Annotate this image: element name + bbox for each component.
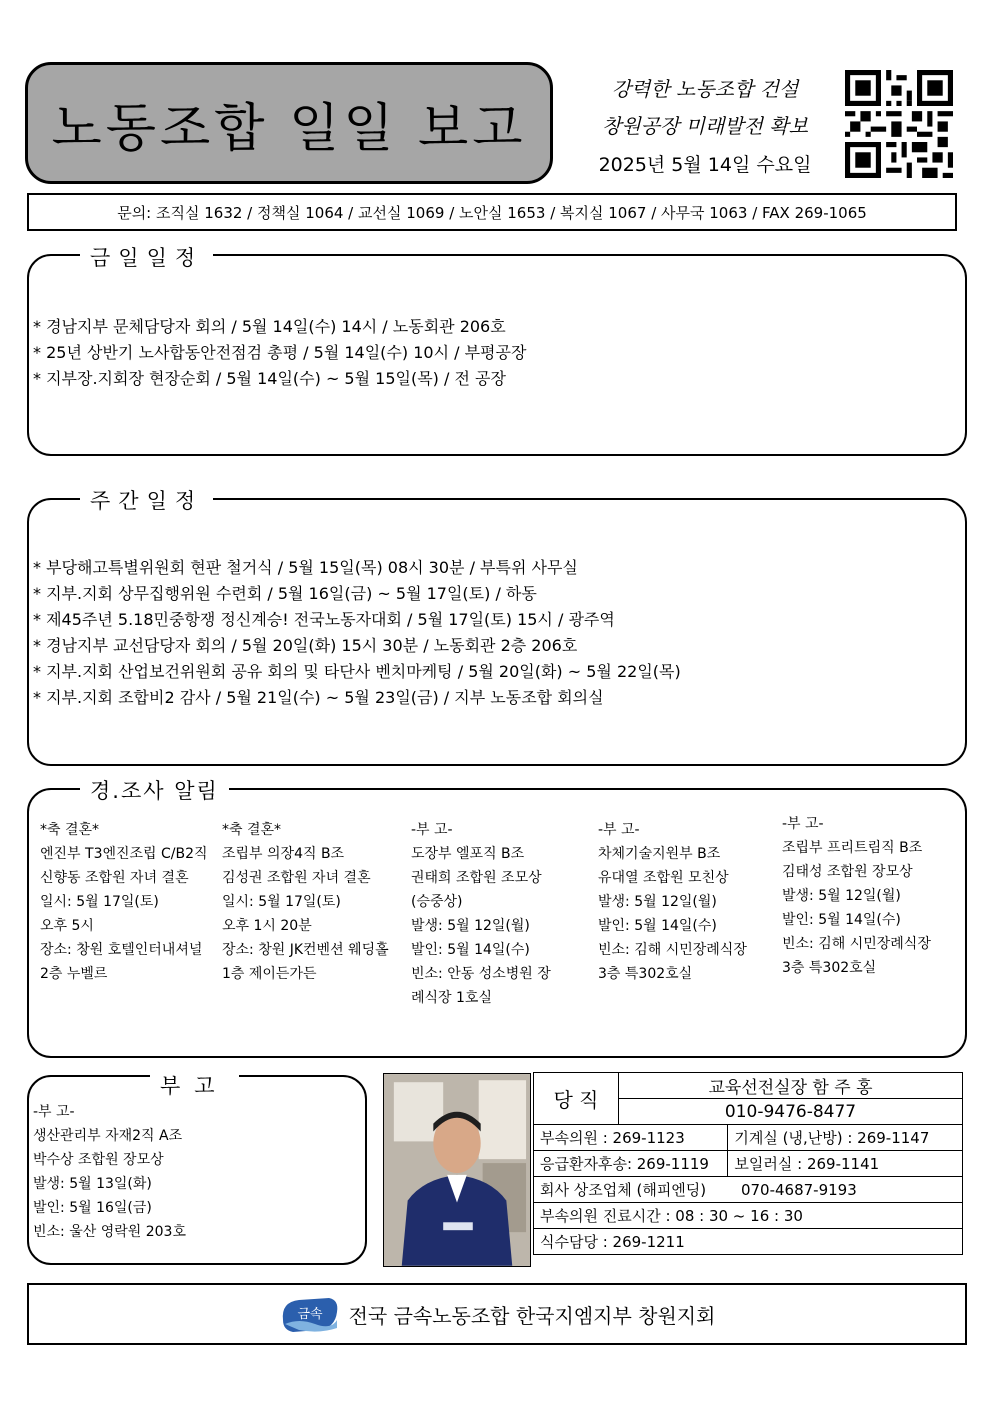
- list-item: * 지부장.지회장 현장순회 / 5월 14일(수) ~ 5월 15일(목) / 전 공장: [33, 369, 506, 388]
- machine-room-phone: 기계실 (냉,난방) : 269-1147: [728, 1125, 963, 1151]
- duty-label: 당 직: [534, 1073, 619, 1125]
- event-notice: [411, 818, 591, 1010]
- event-line: 신향동 조합원 자녀 결혼: [40, 870, 189, 886]
- slogan-line-2: 창원공장 미래발전 확보: [602, 114, 808, 138]
- event-notice: [40, 818, 215, 986]
- event-line: 례식장 1호실: [411, 990, 492, 1006]
- event-line: 발인: 5월 14일(수): [598, 918, 717, 934]
- list-item: -부 고-: [33, 1104, 75, 1120]
- duty-table: [533, 1072, 963, 1255]
- contact-bar: 문의: 조직실 1632 / 정책실 1064 / 교선실 1069 / 노안실 1653 / 복지실 1067 / 사무국 1063 / FAX 269-1065: [27, 193, 957, 231]
- event-line: 3층 특302호실: [598, 966, 693, 982]
- organization-name: 전국 금속노동조합 한국지엠지부 창원지회: [348, 1303, 716, 1328]
- list-item: * 지부.지회 조합비2 감사 / 5월 21일(수) ~ 5월 23일(금) / 지부 노동조합 회의실: [33, 688, 604, 707]
- weekly-schedule-title: 주간일정: [80, 485, 213, 515]
- event-line: 차체기술지원부 B조: [598, 846, 721, 862]
- list-item: 빈소: 울산 영락원 203호: [33, 1224, 186, 1240]
- event-line: 발인: 5월 14일(수): [411, 942, 530, 958]
- union-logo-icon: [279, 1294, 341, 1334]
- event-notice: [598, 818, 778, 986]
- event-line: 발생: 5월 12일(월): [782, 888, 901, 904]
- event-line: *축 결혼*: [40, 822, 100, 838]
- list-item: * 제45주년 5.18민중항쟁 정신계승! 전국노동자대회 / 5월 17일(토) 15시 / 광주역: [33, 610, 615, 629]
- event-line: *축 결혼*: [222, 822, 282, 838]
- event-notice: [782, 812, 962, 980]
- funeral-vendor: [534, 1177, 963, 1203]
- clinic-hours: 부속의원 진료시간 : 08 : 30 ~ 16 : 30: [534, 1203, 963, 1229]
- report-date: 2025년 5월 14일 수요일: [598, 154, 812, 176]
- list-item: 생산관리부 자재2직 A조: [33, 1128, 183, 1144]
- qr-code-icon[interactable]: [845, 70, 953, 178]
- cafeteria-phone: 식수담당 : 269-1211: [534, 1229, 963, 1255]
- clinic-phone: 부속의원 : 269-1123: [534, 1125, 728, 1151]
- event-line: 빈소: 김해 시민장례식장: [782, 936, 931, 952]
- event-line: 1층 제이든가든: [222, 966, 317, 982]
- event-line: 김태성 조합원 장모상: [782, 864, 913, 880]
- list-item: * 지부.지회 산업보건위원회 공유 회의 및 타단사 벤치마케팅 / 5월 20일(화) ~ 5월 22일(목): [33, 662, 681, 681]
- event-line: 발인: 5월 14일(수): [782, 912, 901, 928]
- event-line: 오후 1시 20분: [222, 918, 312, 934]
- list-item: 발인: 5월 16일(금): [33, 1200, 152, 1216]
- union-logo-text: 금속: [297, 1307, 323, 1322]
- weekly-schedule-list: [33, 555, 681, 711]
- boiler-room-phone: 보일러실 : 269-1141: [728, 1151, 963, 1177]
- event-line: 일시: 5월 17일(토): [222, 894, 341, 910]
- event-notice: [222, 818, 402, 986]
- event-line: 빈소: 안동 성소병원 장: [411, 966, 551, 982]
- event-line: 오후 5시: [40, 918, 94, 934]
- duty-officer-phone: 010-9476-8477: [619, 1099, 963, 1125]
- slogan-line-1: 강력한 노동조합 건설: [611, 77, 799, 101]
- list-item: * 경남지부 문체담당자 회의 / 5월 14일(수) 14시 / 노동회관 206호: [33, 317, 506, 336]
- today-schedule-list: [33, 314, 526, 392]
- obituary-list: [33, 1100, 186, 1244]
- event-line: 일시: 5월 17일(토): [40, 894, 159, 910]
- event-line: 엔진부 T3엔진조립 C/B2직: [40, 846, 208, 862]
- events-title: 경.조사 알림: [80, 775, 229, 805]
- event-line: 3층 특302호실: [782, 960, 877, 976]
- event-line: 권태희 조합원 조모상: [411, 870, 542, 886]
- event-line: 조립부 프리트림직 B조: [782, 840, 923, 856]
- list-item: 발생: 5월 13일(화): [33, 1176, 152, 1192]
- event-line: 도장부 엘포직 B조: [411, 846, 525, 862]
- event-line: (승중상): [411, 894, 463, 910]
- duty-officer-photo: [383, 1073, 531, 1267]
- funeral-vendor-phone: 070-4687-9193: [740, 1181, 857, 1199]
- today-schedule-title: 금일일정: [80, 242, 213, 272]
- page-title: 노동조합 일일 보고: [51, 98, 527, 159]
- duty-officer-name: 교육선전실장 함 주 홍: [619, 1073, 963, 1099]
- list-item: * 경남지부 교선담당자 회의 / 5월 20일(화) 15시 30분 / 노동회관 2층 206호: [33, 636, 578, 655]
- funeral-vendor-label: 회사 상조업체 (해피엔딩): [540, 1181, 707, 1199]
- event-line: 김성권 조합원 자녀 결혼: [222, 870, 371, 886]
- emergency-transport-phone: 응급환자후송: 269-1119: [534, 1151, 728, 1177]
- list-item: 박수상 조합원 장모상: [33, 1152, 164, 1168]
- list-item: * 25년 상반기 노사합동안전점검 총평 / 5월 14일(수) 10시 / 부평공장: [33, 343, 527, 362]
- event-line: -부 고-: [598, 822, 640, 838]
- event-line: 유대열 조합원 모친상: [598, 870, 729, 886]
- event-line: 발생: 5월 12일(월): [598, 894, 717, 910]
- event-line: -부 고-: [782, 816, 824, 832]
- event-line: 빈소: 김해 시민장례식장: [598, 942, 747, 958]
- list-item: * 부당해고특별위원회 현판 철거식 / 5월 15일(목) 08시 30분 / 부특위 사무실: [33, 558, 578, 577]
- event-line: 장소: 창원 호텔인터내셔널: [40, 942, 203, 958]
- event-line: -부 고-: [411, 822, 453, 838]
- obituary-title: 부고: [150, 1070, 239, 1100]
- event-line: 장소: 창원 JK컨벤션 웨딩홀: [222, 942, 389, 958]
- list-item: * 지부.지회 상무집행위원 수련회 / 5월 16일(금) ~ 5월 17일(토) / 하동: [33, 584, 537, 603]
- event-line: 조립부 의장4직 B조: [222, 846, 345, 862]
- event-line: 2층 누벨르: [40, 966, 108, 982]
- footer: [27, 1283, 967, 1345]
- event-line: 발생: 5월 12일(월): [411, 918, 530, 934]
